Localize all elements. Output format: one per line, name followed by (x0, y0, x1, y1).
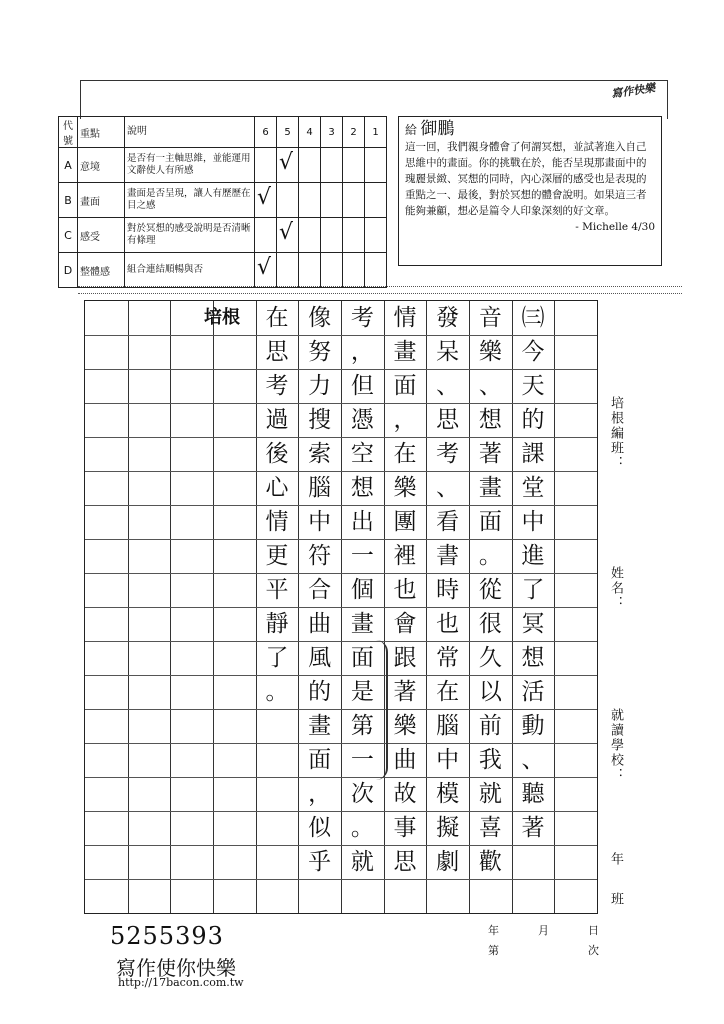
check-mark: √ (257, 185, 272, 210)
comment-signature: - Michelle 4/30 (575, 221, 655, 233)
essay-char: 平 (265, 577, 289, 603)
essay-char: 音 (478, 305, 502, 331)
row-desc: 是否有一主軸思維，並能運用文辭使人有所感 (125, 148, 255, 183)
essay-char: 天 (521, 373, 545, 399)
date-day: 日 (588, 924, 599, 937)
essay-char: 面 (350, 645, 374, 671)
essay-char: 、 (521, 747, 545, 773)
row-desc: 畫面是否呈現，讓人有歷歷在目之感 (125, 183, 255, 218)
check-mark: √ (257, 255, 272, 280)
essay-char: 今 (521, 339, 545, 365)
essay-char: 劇 (436, 849, 460, 875)
essay-char: 發 (436, 305, 460, 331)
essay-char: 呆 (436, 339, 460, 365)
row-code: C (59, 218, 78, 253)
essay-char: 以 (478, 679, 502, 705)
essay-char: 乎 (308, 849, 332, 875)
slogan: 寫作使你快樂 (116, 956, 236, 980)
essay-char: 符 (308, 543, 332, 569)
label-ban: 班 (608, 892, 623, 907)
essay-char: 就 (478, 781, 502, 807)
essay-char: 。 (350, 815, 374, 841)
essay-char: 、 (478, 373, 502, 399)
header-desc: 說明 (125, 117, 255, 148)
essay-char: 搜 (308, 407, 332, 433)
essay-char: 風 (308, 645, 332, 671)
essay-char: 想 (521, 645, 545, 671)
essay-char: 情 (393, 305, 417, 331)
student-marker: 培根 (204, 307, 240, 328)
row-key: 畫面 (78, 183, 125, 218)
row-code: D (59, 253, 78, 288)
essay-char: 在 (436, 679, 460, 705)
essay-char: 故 (393, 781, 417, 807)
essay-char: 空 (350, 441, 374, 467)
essay-char: 進 (521, 543, 545, 569)
essay-char: 模 (436, 781, 460, 807)
essay-char: 活 (521, 679, 545, 705)
essay-char: 常 (436, 645, 460, 671)
row-desc: 組合連結順暢與否 (125, 253, 255, 288)
paper-divider (78, 286, 682, 287)
header-box (80, 80, 668, 119)
essay-char: ， (393, 407, 417, 433)
label-name: 姓名： (608, 566, 623, 611)
essay-char: 著 (393, 679, 417, 705)
essay-char: 我 (478, 747, 502, 773)
essay-char: 看 (436, 509, 460, 535)
essay-char: 。 (265, 679, 289, 705)
essay-char: 似 (308, 815, 332, 841)
row-key: 意境 (78, 148, 125, 183)
label-class: 培根編班： (608, 396, 623, 471)
essay-char: 個 (350, 577, 374, 603)
essay-char: 靜 (265, 611, 289, 637)
rubric-row (59, 148, 387, 183)
teacher-comment (398, 116, 662, 266)
essay-char: 出 (350, 509, 374, 535)
essay-char: 久 (478, 645, 502, 671)
essay-char: 情 (265, 509, 289, 535)
essay-char: 了 (265, 645, 289, 671)
essay-char: 心 (265, 475, 289, 501)
essay-char: 中 (436, 747, 460, 773)
essay-char: 、 (436, 475, 460, 501)
header-key: 重點 (78, 117, 125, 148)
essay-char: 前 (478, 713, 502, 739)
essay-char: 腦 (308, 475, 332, 501)
comment-recipient: 御鵬 (420, 119, 455, 139)
rubric-row (59, 253, 387, 288)
session-label: 第 (488, 944, 499, 957)
essay-char: 努 (308, 339, 332, 365)
essay-char: 考 (436, 441, 460, 467)
essay-char: 課 (521, 441, 545, 467)
essay-char: 很 (478, 611, 502, 637)
essay-char: 。 (478, 543, 502, 569)
essay-char: 索 (308, 441, 332, 467)
date-year: 年 (488, 924, 499, 937)
essay-char: 更 (265, 543, 289, 569)
doc-number: 5255393 (110, 922, 224, 950)
essay-char: 動 (521, 713, 545, 739)
essay-char: 冥 (521, 611, 545, 637)
essay-char: 跟 (393, 645, 417, 671)
essay-char: 在 (265, 305, 289, 331)
essay-char: 擬 (436, 815, 460, 841)
essay-char: 了 (521, 577, 545, 603)
essay-char: 在 (393, 441, 417, 467)
essay-char: 一 (350, 543, 374, 569)
paper-divider (78, 293, 682, 294)
essay-char: 合 (308, 577, 332, 603)
comment-to-label: 給 (405, 123, 418, 137)
essay-char: 聽 (521, 781, 545, 807)
essay-char: 次 (350, 781, 374, 807)
essay-char: 樂 (478, 339, 502, 365)
score-header: 6 (255, 117, 277, 148)
essay-char: 也 (436, 611, 460, 637)
score-header: 4 (299, 117, 321, 148)
essay-char: 畫 (478, 475, 502, 501)
essay-char: 中 (308, 509, 332, 535)
essay-char: 曲 (393, 747, 417, 773)
essay-char: 時 (436, 577, 460, 603)
brand-logo: 寫作快樂 (610, 81, 656, 101)
session-count: 次 (588, 944, 599, 957)
score-header: 5 (277, 117, 299, 148)
essay-char: 樂 (393, 713, 417, 739)
essay-char: 的 (308, 679, 332, 705)
essay-char: 後 (265, 441, 289, 467)
row-code: B (59, 183, 78, 218)
essay-char: 堂 (521, 475, 545, 501)
row-desc: 對於冥想的感受說明是否清晰有條理 (125, 218, 255, 253)
essay-char: 像 (308, 305, 332, 331)
essay-char: 面 (393, 373, 417, 399)
essay-char: 一 (350, 747, 374, 773)
row-key: 整體感 (78, 253, 125, 288)
grid-row-line (85, 879, 597, 880)
essay-char: 考 (350, 305, 374, 331)
essay-char: 思 (436, 407, 460, 433)
essay-char: 喜 (478, 815, 502, 841)
label-grade: 年 (608, 852, 623, 867)
score-header: 1 (365, 117, 387, 148)
essay-char: 腦 (436, 713, 460, 739)
rubric-row (59, 183, 387, 218)
essay-char: ， (350, 339, 374, 365)
row-key: 感受 (78, 218, 125, 253)
essay-char: 的 (521, 407, 545, 433)
essay-char: 中 (521, 509, 545, 535)
essay-char: 想 (350, 475, 374, 501)
essay-char: 歡 (478, 849, 502, 875)
essay-char: 也 (393, 577, 417, 603)
essay-char: 裡 (393, 543, 417, 569)
label-school: 就讀學校： (608, 708, 623, 783)
check-mark: √ (279, 150, 294, 175)
essay-char: 畫 (393, 339, 417, 365)
essay-char: 想 (478, 407, 502, 433)
essay-char: 樂 (393, 475, 417, 501)
comment-text: 這一回，我們親身體會了何謂冥想，並試著進入自己思維中的畫面。你的挑戰在於，能否呈現那畫面中的瑰麗景緻、冥想的同時，內心深層的感受也是表現的重點之一、最後，對於冥想的體會說明。如果這三者能夠兼顧，想必是篇令人印象深刻的好文章。 (405, 141, 647, 217)
essay-char: 過 (265, 407, 289, 433)
essay-char: 面 (478, 509, 502, 535)
essay-char: 就 (350, 849, 374, 875)
revision-bracket (372, 640, 388, 780)
header-code: 代號 (59, 117, 78, 148)
essay-char: 團 (393, 509, 417, 535)
essay-char: 書 (436, 543, 460, 569)
essay-char: 畫 (308, 713, 332, 739)
essay-char: 、 (436, 373, 460, 399)
website-link[interactable]: http://17bacon.com.tw (118, 976, 244, 989)
score-header: 3 (321, 117, 343, 148)
rubric-row (59, 218, 387, 253)
essay-char: 憑 (350, 407, 374, 433)
essay-char: 面 (308, 747, 332, 773)
essay-char: 思 (265, 339, 289, 365)
essay-char: 曲 (308, 611, 332, 637)
rubric-table (58, 116, 387, 288)
essay-char: 第 (350, 713, 374, 739)
essay-char: 事 (393, 815, 417, 841)
essay-char: 著 (478, 441, 502, 467)
essay-char: 但 (350, 373, 374, 399)
manuscript-grid (84, 300, 598, 914)
essay-char: 畫 (350, 611, 374, 637)
essay-char: 考 (265, 373, 289, 399)
date-month: 月 (538, 924, 549, 937)
essay-char: 是 (350, 679, 374, 705)
essay-char: 力 (308, 373, 332, 399)
essay-char: 著 (521, 815, 545, 841)
essay-char: 會 (393, 611, 417, 637)
grid-row-line (85, 845, 597, 846)
check-mark: √ (279, 220, 294, 245)
essay-char: ， (308, 781, 332, 807)
essay-char: 從 (478, 577, 502, 603)
score-header: 2 (343, 117, 365, 148)
essay-char: ㈢ (521, 305, 545, 331)
essay-char: 思 (393, 849, 417, 875)
row-code: A (59, 148, 78, 183)
